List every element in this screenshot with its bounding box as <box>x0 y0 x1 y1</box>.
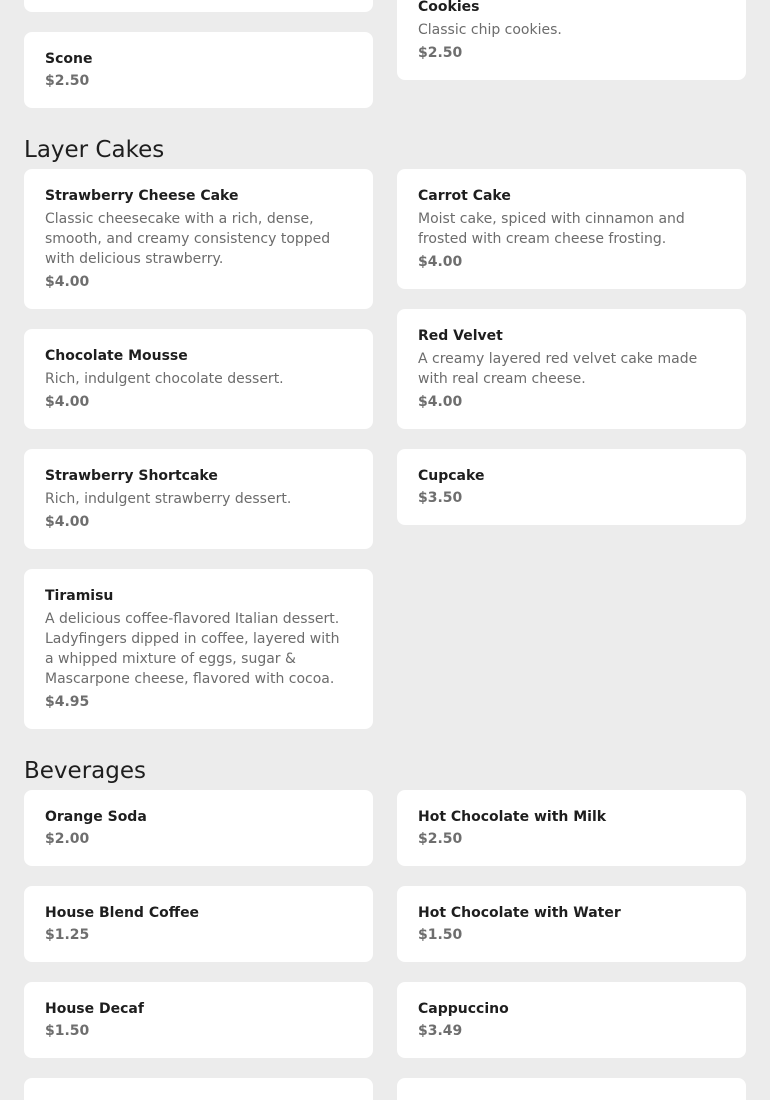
item-name: House Blend Coffee <box>45 905 200 921</box>
item-name: Hot Chocolate with Water <box>418 905 621 921</box>
item-price: $1.25 <box>45 927 90 943</box>
item-price: $3.49 <box>418 1023 463 1039</box>
item-name: Hot Chocolate with Milk <box>418 809 607 825</box>
item-price: $4.00 <box>45 394 90 410</box>
menu-item-card-partial-bottom[interactable] <box>24 1078 373 1100</box>
menu-item-carrot-cake[interactable] <box>397 169 746 289</box>
item-price: $2.50 <box>45 73 90 89</box>
item-name: Tiramisu <box>45 588 114 604</box>
item-name: Cappuccino <box>418 1001 509 1017</box>
item-name: House Decaf <box>45 1001 144 1017</box>
item-name: Cookies <box>418 0 480 15</box>
menu-item-house-blend-coffee[interactable] <box>24 886 373 962</box>
menu-item-red-velvet[interactable] <box>397 309 746 429</box>
item-name: Carrot Cake <box>418 188 511 204</box>
item-name: Cupcake <box>418 468 485 484</box>
item-name: Chocolate Mousse <box>45 348 188 364</box>
menu-item-cookies[interactable] <box>397 0 746 80</box>
item-price: $4.00 <box>418 394 463 410</box>
item-name: Red Velvet <box>418 328 503 344</box>
item-name: Scone <box>45 51 93 67</box>
menu-item-orange-soda[interactable] <box>24 790 373 866</box>
item-price: $4.00 <box>45 514 90 530</box>
item-price: $2.50 <box>418 831 463 847</box>
menu-item-cappuccino[interactable] <box>397 982 746 1058</box>
menu-item-strawberry-shortcake[interactable] <box>24 449 373 549</box>
menu-item-hot-chocolate-water[interactable] <box>397 886 746 962</box>
item-description: Rich, indulgent chocolate dessert. <box>45 371 284 387</box>
item-description: A delicious coffee-flavored Italian dessert. Ladyfingers dipped in coffee, layered with a whipped mixture of eggs, sugar & Mascarpone cheese, flavored with cocoa. <box>45 611 340 687</box>
item-description: Classic chip cookies. <box>418 22 562 38</box>
section-title-layer-cakes: Layer Cakes <box>24 137 165 163</box>
item-name: Strawberry Cheese Cake <box>45 188 239 204</box>
item-price: $4.95 <box>45 694 90 710</box>
item-description: Rich, indulgent strawberry dessert. <box>45 491 292 507</box>
item-price: $1.50 <box>418 927 463 943</box>
item-description: A creamy layered red velvet cake made with real cream cheese. <box>418 351 698 387</box>
item-description: Moist cake, spiced with cinnamon and frosted with cream cheese frosting. <box>418 211 685 247</box>
item-price: $4.00 <box>418 254 463 270</box>
menu-item-card-partial-bottom[interactable] <box>397 1078 746 1100</box>
menu-item-card-partial[interactable] <box>24 0 373 12</box>
menu-item-hot-chocolate-milk[interactable] <box>397 790 746 866</box>
item-price: $2.00 <box>45 831 90 847</box>
item-name: Orange Soda <box>45 809 147 825</box>
section-title-beverages: Beverages <box>24 758 146 784</box>
menu-item-strawberry-cheese-cake[interactable] <box>24 169 373 309</box>
menu-item-chocolate-mousse[interactable] <box>24 329 373 429</box>
item-price: $2.50 <box>418 45 463 61</box>
menu-item-scone[interactable] <box>24 32 373 108</box>
item-name: Strawberry Shortcake <box>45 468 218 484</box>
item-price: $3.50 <box>418 490 463 506</box>
menu-item-cupcake[interactable] <box>397 449 746 525</box>
menu-item-tiramisu[interactable] <box>24 569 373 729</box>
item-price: $1.50 <box>45 1023 90 1039</box>
menu-item-house-decaf[interactable] <box>24 982 373 1058</box>
item-price: $4.00 <box>45 274 90 290</box>
item-description: Classic cheesecake with a rich, dense, smooth, and creamy consistency topped with delicious strawberry. <box>45 211 331 267</box>
